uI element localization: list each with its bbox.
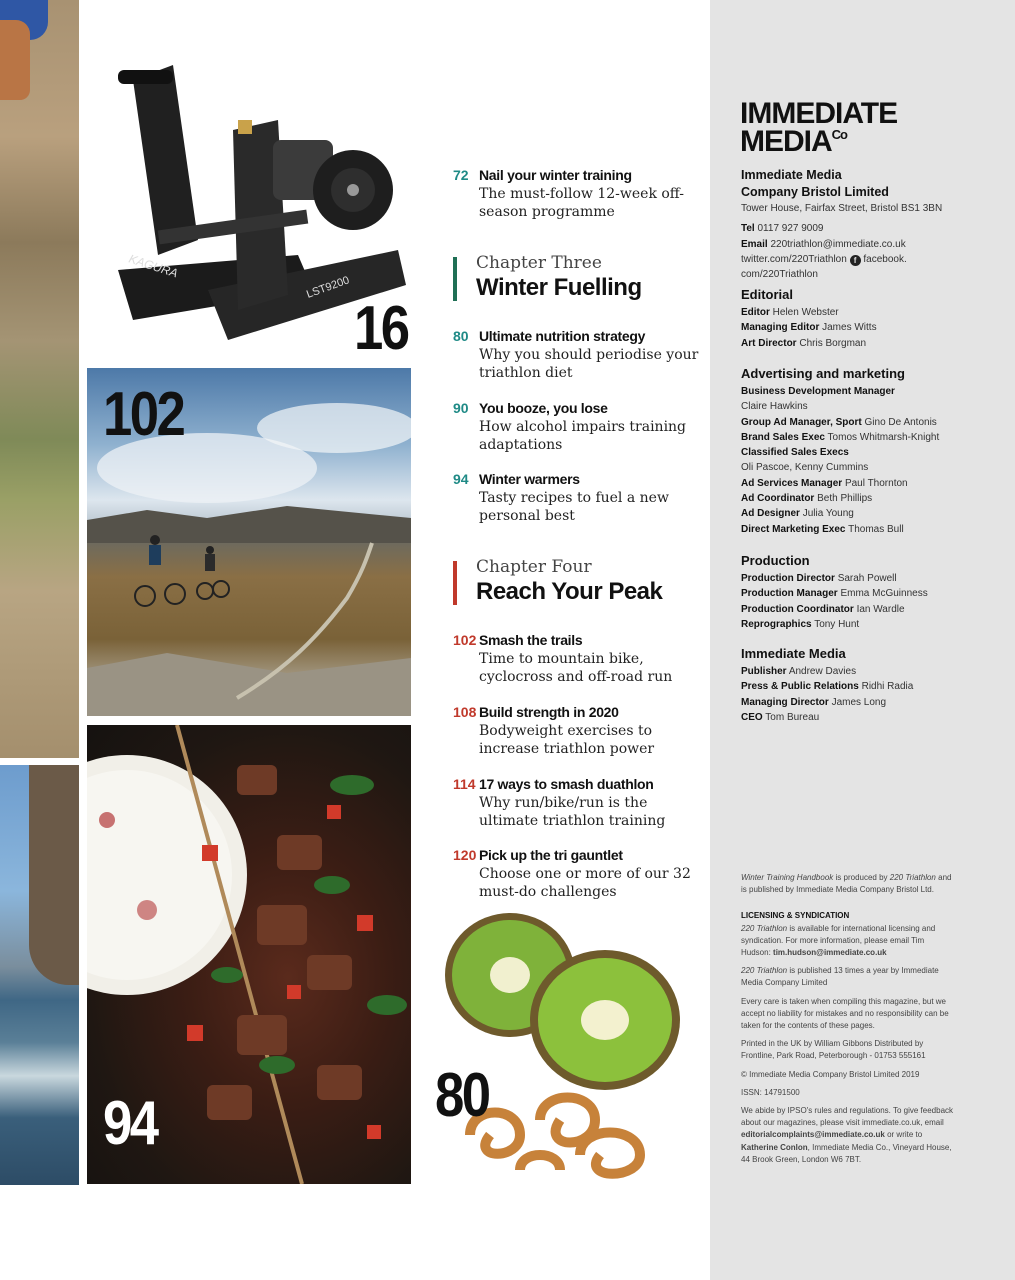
credit-name: Helen Webster	[772, 307, 839, 318]
chapter-bar	[453, 561, 457, 605]
cliff-rock	[29, 765, 79, 985]
chapter-kicker: Chapter Four	[476, 557, 592, 577]
tel-number: 0117 927 9009	[757, 223, 824, 235]
credit-name: Chris Borgman	[799, 337, 867, 349]
toc-entry-94[interactable]	[453, 471, 703, 525]
credit-role: Production Coordinator	[741, 603, 854, 615]
company-details	[741, 167, 996, 282]
tel-label: Tel	[741, 223, 755, 235]
chapter-title: Winter Fuelling	[476, 274, 642, 301]
credit-role: Ad Designer	[741, 508, 800, 520]
kebab-food-photo	[87, 725, 411, 1184]
credit-name: Andrew Davies	[788, 666, 857, 677]
credit-name: Tomos Whitmarsh-Knight	[827, 431, 940, 443]
credit-name: Oli Pascoe, Kenny Cummins	[741, 462, 869, 474]
toc-entry-102[interactable]	[453, 632, 703, 686]
chapter-kicker: Chapter Three	[476, 253, 602, 273]
credit-name: Beth Phillips	[817, 493, 873, 505]
toc-description: How alcohol impairs training adaptations	[479, 419, 687, 453]
credit-name: Tony Hunt	[814, 618, 860, 630]
frequency-text: is published 13 times a year by Immediate Media Company Limited	[741, 966, 939, 988]
toc-title: Nail your winter training	[479, 167, 632, 183]
runner-leg	[0, 20, 30, 100]
credit-role: Brand Sales Exec	[741, 431, 825, 443]
credit-name: Tom Bureau	[765, 711, 820, 723]
licensing-text: is available for international licensing and syndication. For more information, please email Tim Hudson:	[741, 923, 936, 958]
credit-role: Publisher	[741, 666, 787, 677]
publisher-text: and is published by Immediate Media Company Bristol Ltd.	[741, 873, 952, 895]
chapter-bar	[453, 257, 457, 301]
toc-page-number: 94	[453, 471, 469, 487]
copyright: © Immediate Media Company Bristol Limited 2019	[741, 1069, 920, 1079]
complaints-email-link[interactable]: editorialcomplaints@immediate.co.uk	[741, 1130, 885, 1140]
credit-role: Managing Editor	[741, 322, 820, 334]
ipso-text: We abide by IPSO's rules and regulations. To give feedback about our magazines, please visit immediate.co.uk, email	[741, 1106, 954, 1128]
chapter-title: Reach Your Peak	[476, 578, 663, 605]
production-section	[741, 553, 996, 632]
immediate-media-section	[741, 646, 996, 725]
page-number-102: 102	[103, 380, 184, 449]
logo-line-2: MEDIA	[740, 125, 832, 158]
magazine-name: 220 Triathlon	[889, 873, 936, 882]
credit-role: Classified Sales Execs	[741, 447, 849, 459]
credit-name: Gino De Antonis	[864, 416, 937, 428]
trainer-brand-label: KAGURA	[127, 251, 180, 281]
twitter-link[interactable]: twitter.com/220Triathlon	[741, 253, 847, 265]
section-heading: Immediate Media	[741, 646, 846, 661]
toc-page-number: 72	[453, 167, 469, 183]
credit-role: Managing Director	[741, 696, 829, 708]
toc-entry-72[interactable]	[453, 167, 703, 221]
credit-name: James Long	[831, 696, 887, 708]
credit-role: Press & Public Relations	[741, 681, 859, 693]
licensing-heading: LICENSING & SYNDICATION	[741, 911, 850, 921]
licensing-note	[741, 910, 956, 959]
toc-title: Ultimate nutrition strategy	[479, 328, 646, 344]
toc-entry-114[interactable]	[453, 776, 703, 830]
ipso-note	[741, 1105, 956, 1166]
kiwi-pretzel-illustration	[430, 905, 700, 1195]
chapter-three-heading	[453, 253, 703, 303]
toc-page-number: 102	[453, 632, 477, 648]
trainer-model-label: LST9200	[304, 274, 351, 301]
toc-title: You booze, you lose	[479, 400, 608, 416]
section-heading: Production	[741, 553, 810, 568]
company-name-line-2: Company Bristol Limited	[741, 185, 889, 199]
page-number-16: 16	[354, 294, 408, 363]
credit-role: Group Ad Manager, Sport	[741, 416, 862, 428]
toc-description: Why you should periodise your triathlon diet	[479, 347, 699, 381]
toc-description: Bodyweight exercises to increase triathlon power	[479, 723, 655, 757]
advertising-section	[741, 366, 996, 537]
magazine-name: 220 Triathlon	[741, 923, 788, 933]
credit-role: Production Manager	[741, 588, 838, 600]
logo-co: Co	[831, 127, 848, 142]
credit-role: Business Development Manager	[741, 386, 895, 397]
facebook-link-post[interactable]: com/220Triathlon	[741, 269, 818, 281]
disclaimer: Every care is taken when compiling this magazine, but we accept no liability for mistakes and no responsibility can be taken for the contents of these pages.	[741, 996, 949, 1031]
section-heading: Editorial	[741, 287, 794, 302]
contact-address: , Immediate Media Co., Vineyard House, 44 Brook Green, London W6 7BT.	[741, 1142, 952, 1164]
toc-entry-90[interactable]	[453, 400, 703, 454]
kiwi-pretzel-photo	[430, 905, 700, 1195]
toc-description: Choose one or more of our 32 must-do challenges	[479, 866, 691, 900]
credit-name: Ian Wardle	[856, 603, 905, 615]
magazine-name: 220 Triathlon	[741, 966, 788, 976]
credit-name: Emma McGuinness	[840, 588, 928, 600]
credit-role: CEO	[741, 711, 763, 723]
toc-title: Build strength in 2020	[479, 704, 619, 720]
toc-title: Winter warmers	[479, 471, 580, 487]
toc-page-number: 80	[453, 328, 469, 344]
toc-page-number: 114	[453, 776, 476, 792]
credit-name: Claire Hawkins	[741, 401, 808, 413]
produced-by-note	[741, 872, 956, 896]
toc-title: Smash the trails	[479, 632, 583, 648]
toc-page-number: 90	[453, 400, 469, 416]
toc-description: Time to mountain bike, cyclocross and off-road run	[479, 651, 673, 685]
toc-description: The must-follow 12-week off-season programme	[479, 186, 684, 220]
credit-name: Ridhi Radia	[861, 681, 914, 693]
toc-title: 17 ways to smash duathlon	[479, 776, 654, 792]
licensing-email-link[interactable]: tim.hudson@immediate.co.uk	[773, 948, 887, 958]
credit-name: Paul Thornton	[844, 477, 908, 489]
toc-title: Pick up the tri gauntlet	[479, 847, 623, 863]
chapter-four-heading	[453, 557, 703, 607]
credit-name: Julia Young	[802, 508, 854, 520]
immediate-media-logo	[740, 97, 898, 158]
email-link[interactable]: 220triathlon@immediate.co.uk	[770, 238, 906, 250]
company-name-line-1: Immediate Media	[741, 168, 842, 182]
credit-role: Direct Marketing Exec	[741, 523, 846, 535]
toc-description: Why run/bike/run is the ultimate triathlon training	[479, 795, 666, 829]
legal-small-print	[741, 872, 956, 1172]
contact-name: Katherine Conlon	[741, 1142, 808, 1152]
section-heading: Advertising and marketing	[741, 366, 905, 381]
credit-role: Ad Coordinator	[741, 493, 815, 505]
issn: ISSN: 14791500	[741, 1087, 800, 1097]
handbook-title: Winter Training Handbook	[741, 873, 834, 882]
ipso-or: or write to	[887, 1130, 923, 1140]
page-number-94: 94	[103, 1089, 157, 1158]
credit-name: Thomas Bull	[848, 523, 904, 535]
toc-description: Tasty recipes to fuel a new personal best	[479, 490, 669, 524]
coast-photo-strip	[0, 765, 79, 1185]
credit-name: Sarah Powell	[837, 573, 897, 584]
credit-name: James Witts	[822, 322, 877, 334]
editorial-section	[741, 287, 996, 351]
credit-role: Reprographics	[741, 618, 812, 630]
printed-by: Printed in the UK by William Gibbons Distributed by Frontline, Park Road, Peterborough - 01753 555161	[741, 1039, 926, 1061]
email-label: Email	[741, 238, 768, 250]
mountain-bikers-photo	[87, 368, 411, 716]
turbo-trainer-photo	[88, 40, 413, 365]
runner-photo-strip	[0, 0, 79, 758]
toc-page-number: 108	[453, 704, 477, 720]
logo-line-1: IMMEDIATE	[740, 97, 898, 130]
toc-entry-108[interactable]	[453, 704, 703, 758]
credit-role: Ad Services Manager	[741, 477, 843, 489]
toc-entry-120[interactable]	[453, 847, 703, 901]
credit-role: Art Director	[741, 337, 797, 349]
toc-page-number: 120	[453, 847, 477, 863]
credit-role: Production Director	[741, 573, 835, 584]
page-number-80: 80	[435, 1061, 489, 1130]
company-address: Tower House, Fairfax Street, Bristol BS1 3BN	[741, 203, 943, 214]
produced-by-text: is produced by	[835, 873, 888, 882]
credit-role: Editor	[741, 307, 770, 318]
toc-entry-80[interactable]	[453, 328, 703, 382]
facebook-icon: f	[850, 255, 861, 266]
facebook-link-pre[interactable]: facebook.	[863, 253, 907, 265]
frequency-note	[741, 965, 956, 989]
